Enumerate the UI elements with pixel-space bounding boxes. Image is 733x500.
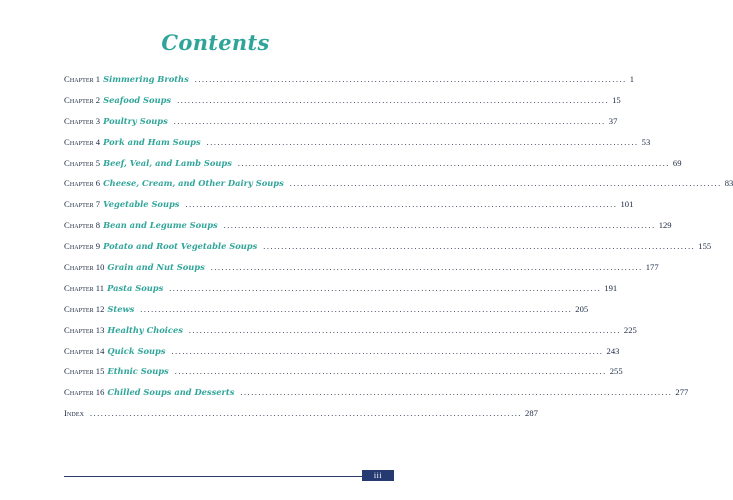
toc-entry[interactable]: [64, 241, 712, 262]
entry-label: Chapter: [64, 74, 94, 84]
footer-rule: [64, 476, 394, 477]
page-number: 15: [612, 94, 621, 105]
dot-leader: ........................................................................................................................: [263, 242, 696, 252]
toc-entry[interactable]: [64, 74, 635, 95]
toc-entry[interactable]: [64, 136, 651, 158]
toc-entry[interactable]: [64, 324, 637, 346]
dot-leader: ........................................................................................................................: [194, 75, 627, 84]
entry-label: Chapter: [64, 282, 94, 293]
toc-entry[interactable]: [64, 115, 618, 137]
toc-entry[interactable]: [64, 345, 620, 367]
chapter-title: Bean and Legume Soups: [103, 220, 218, 231]
entry-label: Chapter: [64, 157, 94, 168]
page-number: 155: [698, 241, 712, 252]
entry-label: Chapter: [64, 324, 94, 335]
toc-entry[interactable]: [64, 94, 621, 116]
chapter-number: 16: [95, 387, 105, 398]
folio-page-number: iii: [362, 470, 394, 481]
dot-leader: ........................................................................................................................: [173, 116, 606, 126]
toc-entry[interactable]: [64, 220, 672, 241]
chapter-number: 7: [95, 199, 101, 210]
page-number: 191: [604, 282, 618, 293]
entry-label: Chapter: [64, 366, 94, 377]
chapter-number: 15: [95, 366, 105, 377]
table-of-contents: [64, 74, 733, 429]
chapter-title: Beef, Veal, and Lamb Soups: [103, 157, 232, 168]
page-number: 37: [608, 115, 618, 126]
entry-label: Chapter: [64, 241, 94, 252]
chapter-title: Quick Soups: [107, 345, 166, 356]
dot-leader: ........................................................................................................................: [185, 200, 618, 210]
page-number: 177: [645, 262, 659, 273]
toc-entry[interactable]: [64, 157, 682, 179]
page-number: 101: [620, 199, 634, 210]
chapter-number: 1: [95, 74, 101, 84]
dot-leader: ........................................................................................................................: [177, 95, 610, 105]
chapter-number: 13: [95, 324, 105, 335]
entry-label: Chapter: [64, 262, 94, 273]
dot-leader: ........................................................................................................................: [289, 179, 722, 189]
dot-leader: ........................................................................................................................: [169, 283, 602, 293]
chapter-title: Grain and Nut Soups: [107, 262, 205, 273]
entry-label: Chapter: [64, 220, 94, 231]
entry-label: Chapter: [64, 115, 94, 126]
chapter-number: 3: [95, 115, 101, 126]
dot-leader: ........................................................................................................................: [171, 346, 604, 356]
chapter-number: 11: [95, 282, 105, 293]
chapter-title: Pasta Soups: [107, 282, 164, 293]
chapter-title: Stews: [107, 303, 135, 314]
entry-label: Chapter: [64, 178, 94, 189]
chapter-title: Healthy Choices: [107, 324, 183, 335]
page-number: 255: [609, 366, 623, 377]
chapter-title: Seafood Soups: [103, 94, 172, 105]
toc-entry[interactable]: [64, 387, 689, 408]
chapter-title: Ethnic Soups: [107, 366, 169, 377]
entry-label: Chapter: [64, 303, 94, 314]
chapter-number: 14: [95, 345, 105, 356]
chapter-title: Simmering Broths: [103, 74, 189, 84]
dot-leader: ........................................................................................................................: [223, 221, 656, 231]
dot-leader: ........................................................................................................................: [210, 263, 643, 273]
page-number: 1: [629, 74, 635, 84]
chapter-title: Poultry Soups: [103, 115, 168, 126]
chapter-title: Chilled Soups and Desserts: [107, 387, 235, 398]
toc-entry[interactable]: [64, 199, 634, 220]
chapter-number: 12: [95, 303, 105, 314]
page-number: 287: [525, 408, 538, 419]
toc-entry[interactable]: [64, 262, 659, 283]
page-number: 129: [658, 220, 672, 231]
dot-leader: ........................................................................................................................: [90, 409, 523, 419]
dot-leader: ........................................................................................................................: [140, 304, 573, 314]
entry-label: Chapter: [64, 387, 94, 398]
chapter-number: 6: [95, 178, 101, 189]
page-title: Contents: [161, 30, 270, 55]
page-number: 53: [641, 136, 651, 147]
chapter-number: 4: [95, 136, 101, 147]
chapter-number: 2: [95, 94, 101, 105]
entry-label: Chapter: [64, 94, 94, 105]
chapter-number: 5: [95, 157, 101, 168]
toc-entry[interactable]: [64, 178, 733, 199]
entry-label: Chapter: [64, 345, 94, 356]
chapter-title: Cheese, Cream, and Other Dairy Soups: [103, 178, 284, 189]
chapter-number: 9: [95, 241, 101, 252]
toc-entry[interactable]: [64, 303, 589, 325]
dot-leader: ........................................................................................................................: [237, 158, 670, 168]
chapter-title: Vegetable Soups: [103, 199, 180, 210]
page-number: 243: [606, 345, 620, 356]
chapter-number: 10: [95, 262, 105, 273]
chapter-title: Potato and Root Vegetable Soups: [103, 241, 258, 252]
dot-leader: ........................................................................................................................: [174, 367, 607, 377]
chapter-title: Pork and Ham Soups: [103, 136, 201, 147]
toc-entry[interactable]: [64, 366, 623, 387]
chapter-number: 8: [95, 220, 101, 231]
entry-label: Index: [64, 408, 85, 419]
dot-leader: ........................................................................................................................: [206, 137, 639, 147]
dot-leader: ........................................................................................................................: [240, 388, 673, 398]
entry-label: Chapter: [64, 199, 94, 210]
toc-entry[interactable]: [64, 282, 618, 304]
page-number: 205: [575, 303, 589, 314]
dot-leader: ........................................................................................................................: [188, 325, 621, 335]
page-number: 225: [623, 324, 637, 335]
page-number: 69: [672, 157, 682, 168]
page-number: 277: [675, 387, 689, 398]
entry-label: Chapter: [64, 136, 94, 147]
page-number: 83: [724, 178, 733, 189]
toc-entry-index[interactable]: [64, 408, 538, 429]
